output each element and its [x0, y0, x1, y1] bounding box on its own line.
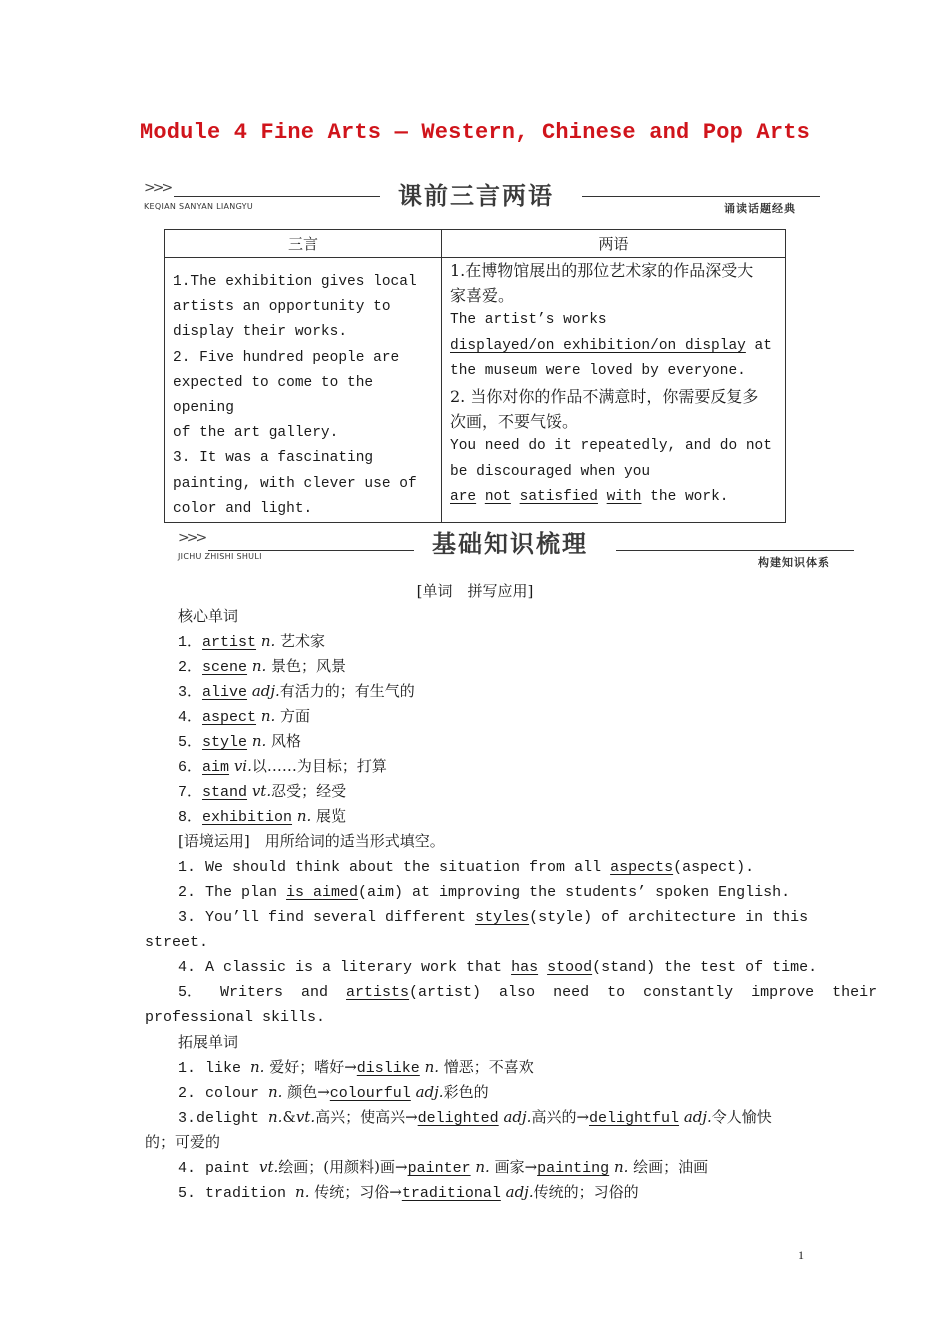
translation-line: 2. 当你对你的作品不满意时，你需要反复多	[450, 387, 759, 407]
table-cell-translations	[442, 258, 786, 523]
banner-arrows: >>>	[144, 180, 171, 196]
answer-blank: has	[511, 959, 539, 976]
answer-blank: are	[450, 488, 477, 505]
answer-blank: delightful	[589, 1110, 680, 1127]
exercise-line: 5． Writers and artists(artist) also need to constantly improve their	[178, 984, 878, 1001]
answer-blank: painting	[537, 1160, 610, 1177]
sentence-line: 1.The exhibition gives local	[173, 274, 417, 290]
answer-blank: traditional	[401, 1185, 501, 1202]
banner-arrows: >>>	[178, 530, 205, 546]
core-word-item: 6．aim vi.以……为目标；打算	[178, 757, 387, 776]
answer-blank: aspects	[610, 859, 674, 876]
exercise-line: 1. We should think about the situation from all aspects(aspect).	[178, 859, 755, 876]
core-word-item: 3．alive adj.有活力的；有生气的	[178, 682, 415, 701]
answer-blank: artists	[346, 984, 410, 1001]
page-title: Module 4 Fine Arts — Western, Chinese and Pop Arts	[139, 120, 811, 145]
section-banner-jichu	[178, 528, 854, 568]
exercise-line: 4. A classic is a literary work that has stood(stand) the test of time.	[178, 959, 818, 976]
core-word-item: 4．aspect n. 方面	[178, 707, 311, 726]
answer-blank: not	[484, 488, 511, 505]
extended-word-cont: 的；可爱的	[145, 1133, 221, 1151]
exercise-line-cont: street.	[145, 934, 209, 951]
banner-heading: 课前三言两语	[398, 182, 554, 210]
sentence-line: 3. It was a fascinating	[173, 450, 374, 467]
extended-word-item: 5. tradition n. 传统；习俗→traditional adj.传统的；习俗的	[178, 1183, 639, 1202]
translation-line: The artist’s works	[450, 312, 607, 329]
core-word-item: 5．style n. 风格	[178, 732, 302, 751]
answer-blank: delighted	[417, 1110, 499, 1127]
section-label: [单词 拼写应用]	[416, 582, 534, 600]
extended-word-item: 1. like n. 爱好；嗜好→dislike n. 憎恶；不喜欢	[178, 1058, 534, 1077]
page-number: 1	[798, 1248, 804, 1262]
extended-words-title: 拓展单词	[178, 1033, 239, 1051]
sentence-line: expected to come to the opening	[173, 374, 374, 417]
translation-line: 1.在博物馆展出的那位艺术家的作品深受大	[450, 261, 754, 280]
core-word-item: 8．exhibition n. 展览	[178, 807, 347, 826]
answer-blank: exhibition	[202, 809, 293, 826]
banner-rule-left	[174, 196, 380, 197]
core-word-item: 2．scene n. 景色；风景	[178, 657, 347, 676]
answer-blank: stand	[202, 784, 248, 801]
translation-line: 家喜爱。	[450, 286, 515, 306]
exercise-line-cont: professional skills.	[145, 1009, 326, 1026]
section-banner-keqian	[144, 178, 820, 218]
answer-blank: displayed/on exhibition/on display	[450, 337, 746, 354]
banner-rule-left	[208, 550, 414, 551]
answer-blank: aim	[202, 759, 230, 776]
sentence-line: color and light.	[173, 500, 313, 517]
banner-subheading: 诵读话题经典	[724, 202, 796, 215]
answer-blank: satisfied	[519, 488, 598, 505]
answer-blank: with	[606, 488, 642, 505]
answer-blank: stood	[547, 959, 593, 976]
translation-line: are not satisfied with the work.	[450, 488, 729, 505]
table-cell-sentences	[165, 258, 442, 523]
banner-heading: 基础知识梳理	[432, 530, 588, 558]
answer-blank: style	[202, 734, 248, 751]
exercise-line: 3. You’ll find several different styles(style) of architecture in this	[178, 909, 809, 926]
banner-pinyin: JICHU ZHISHI SHULI	[178, 552, 262, 561]
answer-blank: artist	[202, 634, 257, 651]
sentence-line: artists an opportunity to	[173, 299, 391, 316]
translation-line: You need do it repeatedly, and do not	[450, 438, 772, 455]
extended-word-item: 4. paint vt.绘画；(用颜料)画→painter n. 画家→painting n. 绘画；油画	[178, 1158, 709, 1177]
answer-blank: styles	[475, 909, 530, 926]
translation-line: displayed/on exhibition/on display at	[450, 337, 772, 354]
core-word-item: 1．artist n. 艺术家	[178, 632, 326, 651]
banner-rule-right	[582, 196, 820, 197]
answer-blank: colourful	[329, 1085, 411, 1102]
answer-blank: scene	[202, 659, 248, 676]
answer-blank: dislike	[356, 1060, 420, 1077]
sentence-line: display their works.	[173, 324, 348, 341]
answer-blank: is aimed	[286, 884, 359, 901]
answer-blank: aspect	[202, 709, 257, 726]
sentence-line: painting, with clever use of	[173, 475, 417, 492]
core-word-item: 7．stand vt.忍受；经受	[178, 782, 347, 801]
banner-pinyin: KEQIAN SANYAN LIANGYU	[144, 202, 254, 211]
translation-line: be discouraged when you	[450, 463, 651, 480]
context-exercise-title: [语境运用] 用所给词的适当形式填空。	[178, 832, 445, 850]
banner-subheading: 构建知识体系	[758, 556, 830, 569]
core-words-title: 核心单词	[178, 607, 239, 625]
extended-word-item: 2. colour n. 颜色→colourful adj.彩色的	[178, 1083, 489, 1102]
answer-blank: alive	[202, 684, 248, 701]
exercise-line: 2. The plan is aimed(aim) at improving the students’ spoken English.	[178, 884, 791, 901]
answer-blank: painter	[407, 1160, 471, 1177]
translation-line: the museum were loved by everyone.	[450, 362, 746, 379]
phrases-table	[164, 229, 786, 523]
extended-word-item: 3.delight n.&vt.高兴；使高兴→delighted adj.高兴的→delightful adj.令人愉快	[178, 1108, 772, 1127]
translation-line: 次画，不要气馁。	[450, 412, 579, 432]
sentence-line: 2. Five hundred people are	[173, 349, 400, 366]
banner-rule-right	[616, 550, 854, 551]
table-header-sanyan: 三言	[165, 230, 442, 258]
table-header-liangyu: 两语	[442, 230, 786, 258]
sentence-line: of the art gallery.	[173, 425, 339, 442]
